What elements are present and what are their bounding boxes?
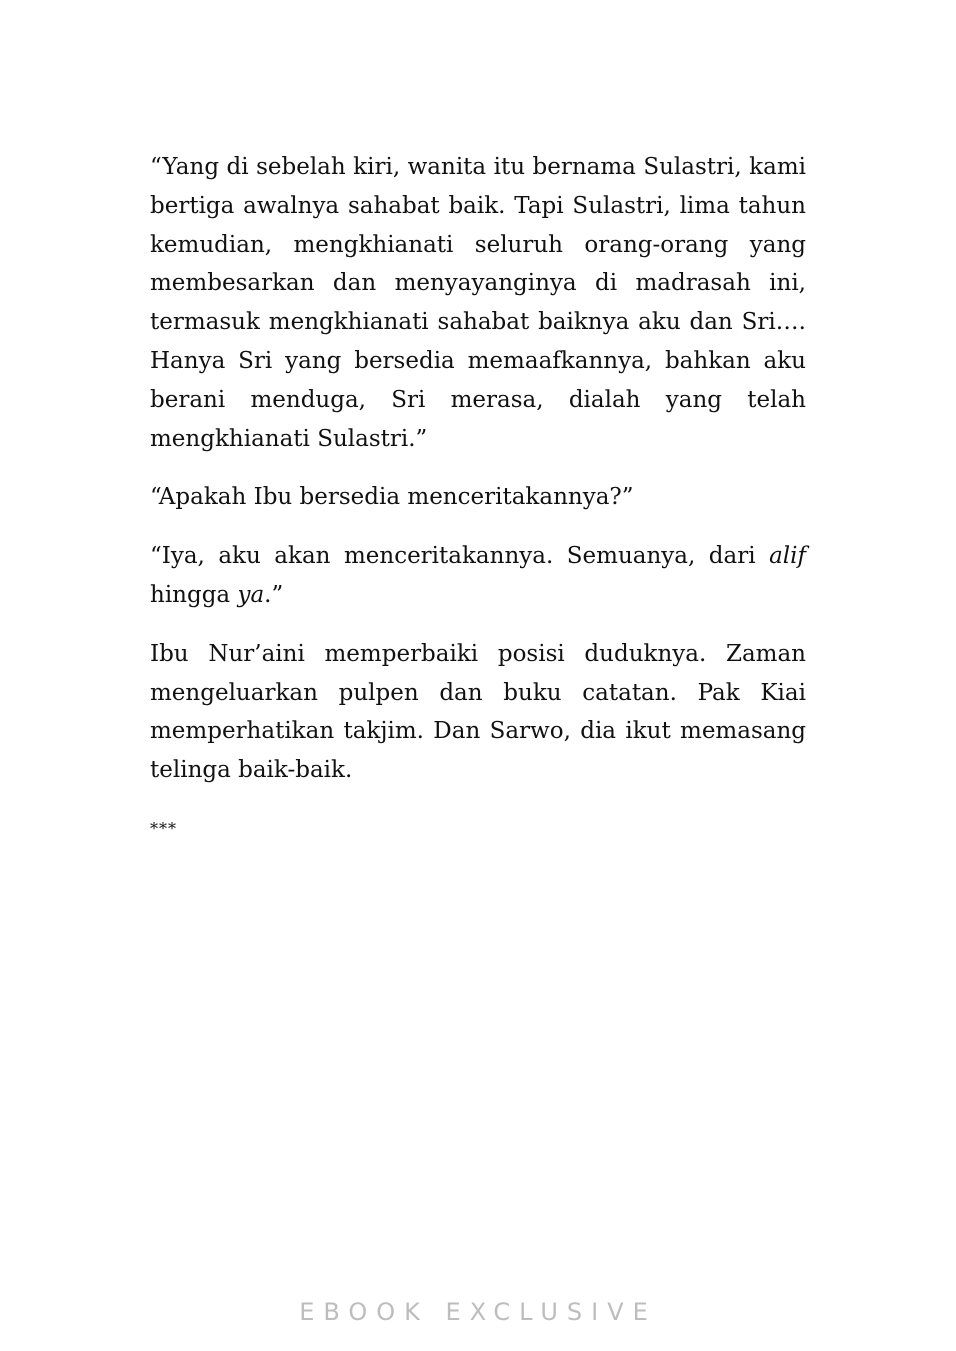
footer-watermark: EBOOK EXCLUSIVE — [299, 1298, 657, 1326]
paragraph-4: Ibu Nur’aini memperbaiki posisi duduknya. Zaman mengeluarkan pulpen dan buku catatan. Pak Kiai memperhatikan takjim. Dan Sarwo, dia ikut memasang telinga baik-baik. — [150, 640, 806, 784]
italic-alif: alif — [769, 543, 806, 570]
paragraph-3-start: “Iya, aku akan menceritakannya. Semuanya, dari — [150, 543, 770, 570]
section-separator: *** — [150, 818, 177, 838]
italic-ya: ya — [237, 581, 265, 608]
paragraph-3-middle: hingga — [150, 581, 238, 608]
paragraph-1: “Yang di sebelah kiri, wanita itu bernama Sulastri, kami bertiga awalnya sahabat baik. Tapi Sulastri, lima tahun kemudian, mengkhianati seluruh orang-orang yang membesarkan dan menyayanginya di madrasah ini, termasuk mengkhianati sahabat baiknya aku dan Sri…. Hanya Sri yang bersedia memaafkannya, bahkan aku berani menduga, Sri merasa, dialah yang telah mengkhianati Sulastri.” — [150, 154, 806, 452]
paragraph-3 — [150, 537, 806, 615]
paragraph-3-end: .” — [264, 581, 284, 608]
body-text — [150, 148, 806, 868]
paragraph-2: “Apakah Ibu bersedia menceritakannya?” — [150, 484, 634, 511]
